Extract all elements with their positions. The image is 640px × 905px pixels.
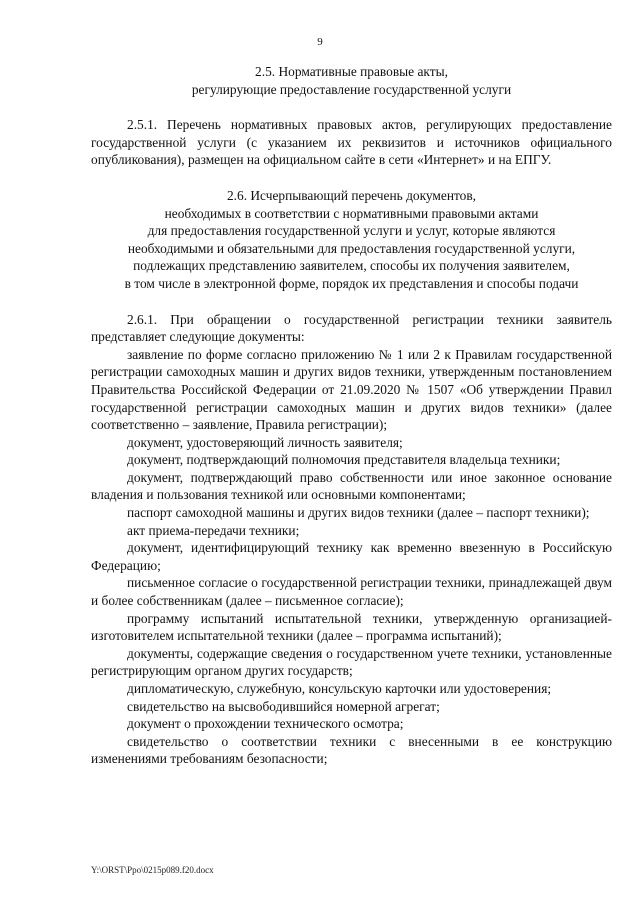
- list-item: свидетельство на высвободившийся номерной агрегат;: [127, 698, 440, 714]
- list-item: документ, подтверждающий право собственности или иное законное основание владения и пользования техникой или основными компонентами;: [91, 469, 612, 503]
- heading-line: 2.5. Нормативные правовые акты,: [255, 64, 448, 79]
- section-2-6-heading: [91, 187, 612, 293]
- heading-line: необходимыми и обязательными для предоставления государственной услуги,: [127, 240, 576, 256]
- page-number: 9: [317, 36, 323, 48]
- heading-line: регулирующие предоставление государственной услуги: [191, 81, 512, 97]
- section-2-5-heading: [91, 63, 612, 98]
- list-item: заявление по форме согласно приложению № 1 или 2 к Правилам государственной регистрации самоходных машин и других видов техники, утвержденным постановлением Правительства Российской Федерации от 21.09.2020 № 1507 «Об утверждении Правил государственной регистрации самоходных машин и других видов техники» (далее соответственно – заявление, Правила регистрации);: [91, 346, 612, 433]
- list-item: документ, идентифицирующий технику как временно ввезенную в Российскую Федерацию;: [91, 540, 612, 573]
- list-item: документ, подтверждающий полномочия представителя владельца техники;: [127, 452, 561, 468]
- list-item: паспорт самоходной машины и других видов техники (далее – паспорт техники);: [127, 505, 590, 521]
- list-item: документы, содержащие сведения о государственном учете техники, установленные регистрирующим органом других государств;: [91, 645, 612, 679]
- list-item: программу испытаний испытательной техники, утвержденную организацией-изготовителем испытательной техники (далее – программа испытаний);: [91, 610, 612, 644]
- list-item: документ о прохождении технического осмотра;: [127, 716, 404, 732]
- list-item: свидетельство о соответствии техники с внесенными в ее конструкцию изменениями требованиям безопасности;: [91, 733, 612, 767]
- paragraph-2-6-1: 2.6.1. При обращении о государственной регистрации техники заявитель представляет следующие документы:: [91, 311, 612, 345]
- heading-line: необходимых в соответствии с нормативными правовыми актами: [164, 205, 539, 221]
- heading-line: подлежащих представлению заявителем, способы их получения заявителем,: [133, 258, 570, 274]
- heading-line: в том числе в электронной форме, порядок их представления и способы подачи: [124, 275, 579, 291]
- list-item: документ, удостоверяющий личность заявителя;: [127, 434, 403, 450]
- list-item: дипломатическую, служебную, консульскую карточки или удостоверения;: [127, 681, 552, 696]
- heading-line: 2.6. Исчерпывающий перечень документов,: [226, 187, 477, 203]
- paragraph-2-5-1: 2.5.1. Перечень нормативных правовых актов, регулирующих предоставление государственной услуги (с указанием их реквизитов и источников официального опубликования), размещен на официальном сайте в сети «Интернет» и на ЕПГУ.: [91, 117, 612, 168]
- document-body: [91, 63, 612, 768]
- list-item: письменное согласие о государственной регистрации техники, принадлежащей двум и более собственникам (далее – письменное согласие);: [91, 575, 612, 609]
- heading-line: для предоставления государственной услуги и услуг, которые являются: [147, 223, 556, 239]
- list-item: акт приема-передачи техники;: [127, 522, 300, 538]
- footer-file-path: Y:\ORST\Ppo\0215p089.f20.docx: [91, 865, 214, 875]
